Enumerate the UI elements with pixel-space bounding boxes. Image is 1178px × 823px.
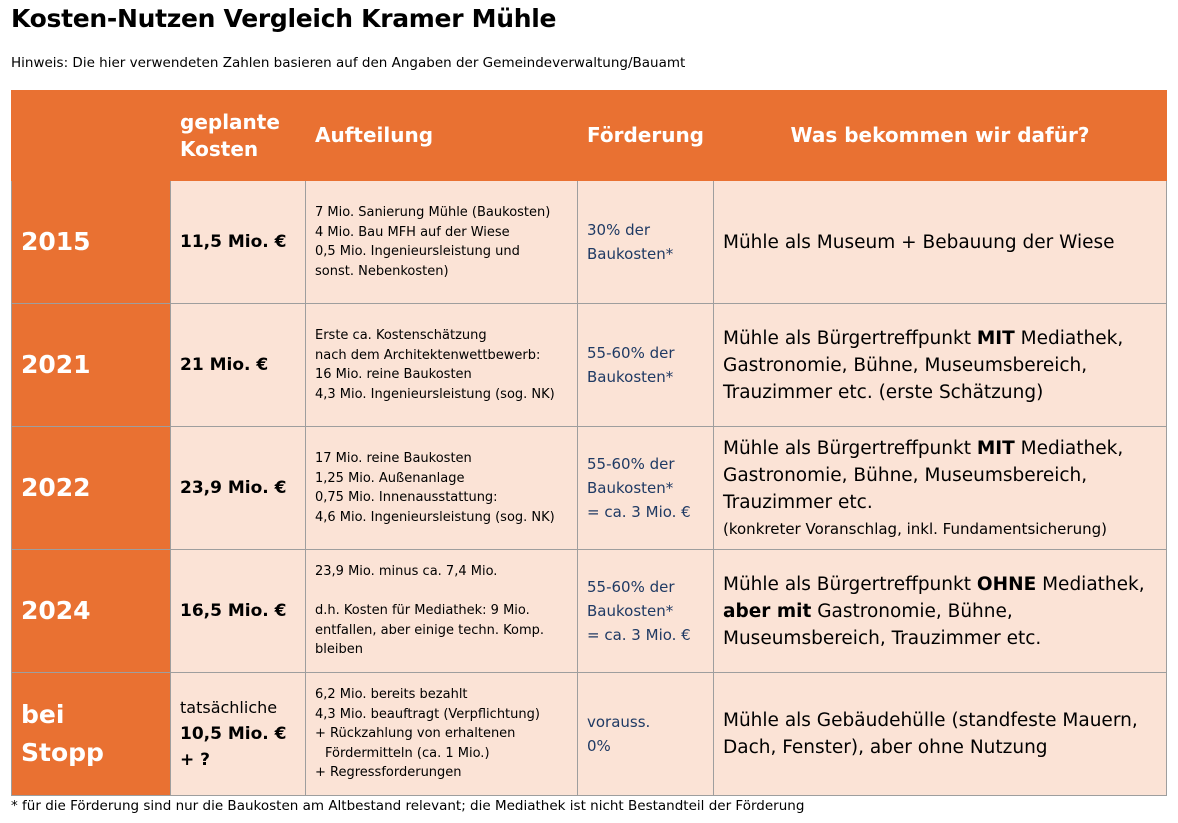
table-row [12,550,1167,673]
row-year: 2024 [12,550,171,673]
split-line: entfallen, aber einige techn. Komp. [315,622,545,638]
row-split [306,304,578,427]
split-line: 1,25 Mio. Außenanlage [315,470,465,486]
funding-line: 30% der [587,221,651,239]
split-line: nach dem Architektenwettbewerb: [315,347,541,363]
row-benefit [714,304,1167,427]
funding-line: 0% [587,737,611,755]
benefit-text: Mühle als Bürgertreffpunkt [723,437,977,459]
row-year: 2022 [12,427,171,550]
row-funding [578,550,714,673]
footnote: * für die Förderung sind nur die Baukosten am Altbestand relevant; die Mediathek ist nicht Bestandteil der Förderung [11,798,805,814]
benefit-text: Mediathek, [1036,573,1145,595]
split-line: 6,2 Mio. bereits bezahlt [315,687,468,703]
benefit-text: Gastronomie, Bühne, [811,600,1013,622]
benefit-text: Mediathek, [1014,437,1124,459]
split-line: Erste ca. Kostenschätzung [315,328,487,343]
benefit-text: Gastronomie, Bühne, Museumsbereich, [723,464,1088,486]
benefit-emphasis: OHNE [976,573,1037,595]
benefit-text: Trauzimmer etc. (erste Schätzung) [723,381,1044,403]
benefit-text: Mediathek, [1014,327,1124,349]
row-cost: 23,9 Mio. € [171,427,306,550]
funding-line: Baukosten* [587,368,674,386]
cost-prefix: tatsächliche [180,698,278,717]
benefit-note: (konkreter Voranschlag, inkl. Fundamentsicherung) [723,519,1107,538]
row-benefit [714,550,1167,673]
benefit-emphasis: aber mit [723,600,812,622]
split-line: 17 Mio. reine Baukosten [315,451,472,466]
header-split: Aufteilung [306,91,578,181]
cost-benefit-table [11,90,1167,796]
funding-line: Baukosten* [587,602,674,620]
row-year [12,673,171,796]
split-line: + Rückzahlung von erhaltenen [315,726,516,742]
table-row [12,427,1167,550]
row-year: 2015 [12,181,171,304]
funding-line: Baukosten* [587,245,674,263]
split-line: Fördermitteln (ca. 1 Mio.) [325,745,490,761]
page-title: Kosten-Nutzen Vergleich Kramer Mühle [11,4,557,33]
row-funding [578,181,714,304]
split-line: 4,3 Mio. Ingenieursleistung (sog. NK) [315,386,555,402]
row-split [306,673,578,796]
benefit-text: Mühle als Bürgertreffpunkt [723,327,977,349]
split-line: 0,5 Mio. Ingenieursleistung und [315,244,520,259]
table-row [12,673,1167,796]
cost-value: 10,5 Mio. € [180,724,287,744]
split-line: 23,9 Mio. minus ca. 7,4 Mio. [315,564,498,580]
split-line: 4 Mio. Bau MFH auf der Wiese [315,224,510,240]
benefit-emphasis: MIT [976,437,1015,459]
split-line: bleiben [315,642,363,658]
split-line: + Regressforderungen [315,765,462,781]
row-funding [578,427,714,550]
header-planned-cost [171,91,306,181]
split-line: d.h. Kosten für Mediathek: 9 Mio. [315,603,530,619]
benefit-text: Mühle als Bürgertreffpunkt [723,573,977,595]
cost-value: + ? [180,750,211,770]
split-line: 16 Mio. reine Baukosten [315,367,472,382]
split-line: 0,75 Mio. Innenausstattung: [315,490,498,505]
row-benefit: Mühle als Museum + Bebauung der Wiese [714,181,1167,304]
row-cost: 16,5 Mio. € [171,550,306,673]
row-year: 2021 [12,304,171,427]
benefit-text: Dach, Fenster), aber ohne Nutzung [723,737,1048,758]
table-header-row [12,91,1167,181]
split-line: 4,3 Mio. beauftragt (Verpflichtung) [315,706,540,722]
table-row [12,181,1167,304]
row-benefit [714,673,1167,796]
benefit-text: Gastronomie, Bühne, Museumsbereich, [723,354,1088,376]
row-benefit [714,427,1167,550]
funding-line: 55-60% der [587,344,675,362]
benefit-text: Mühle als Gebäudehülle (standfeste Mauern, [723,710,1138,731]
header-funding: Förderung [578,91,714,181]
header-year [12,91,171,181]
benefit-text: Museumsbereich, Trauzimmer etc. [723,627,1042,649]
funding-line: 55-60% der [587,455,675,473]
year-line: Stopp [21,738,104,767]
table-row [12,304,1167,427]
funding-line: vorauss. [587,713,651,731]
year-line: bei [21,700,65,729]
row-cost: 21 Mio. € [171,304,306,427]
funding-line: = ca. 3 Mio. € [587,503,691,521]
header-planned-cost-line2: Kosten [180,136,259,161]
row-funding [578,304,714,427]
benefit-text: Trauzimmer etc. [723,491,873,513]
funding-line: = ca. 3 Mio. € [587,626,691,644]
row-cost: 11,5 Mio. € [171,181,306,304]
row-split [306,427,578,550]
funding-line: Baukosten* [587,479,674,497]
source-note: Hinweis: Die hier verwendeten Zahlen basieren auf den Angaben der Gemeindeverwaltung/Bauamt [11,55,686,71]
header-benefit: Was bekommen wir dafür? [714,91,1167,181]
funding-line: 55-60% der [587,578,675,596]
split-line: 4,6 Mio. Ingenieursleistung (sog. NK) [315,509,555,525]
row-split [306,181,578,304]
row-funding [578,673,714,796]
split-line: sonst. Nebenkosten) [315,263,449,279]
row-cost [171,673,306,796]
split-line: 7 Mio. Sanierung Mühle (Baukosten) [315,205,551,220]
row-split [306,550,578,673]
benefit-emphasis: MIT [976,327,1015,349]
header-planned-cost-line1: geplante [180,109,280,134]
